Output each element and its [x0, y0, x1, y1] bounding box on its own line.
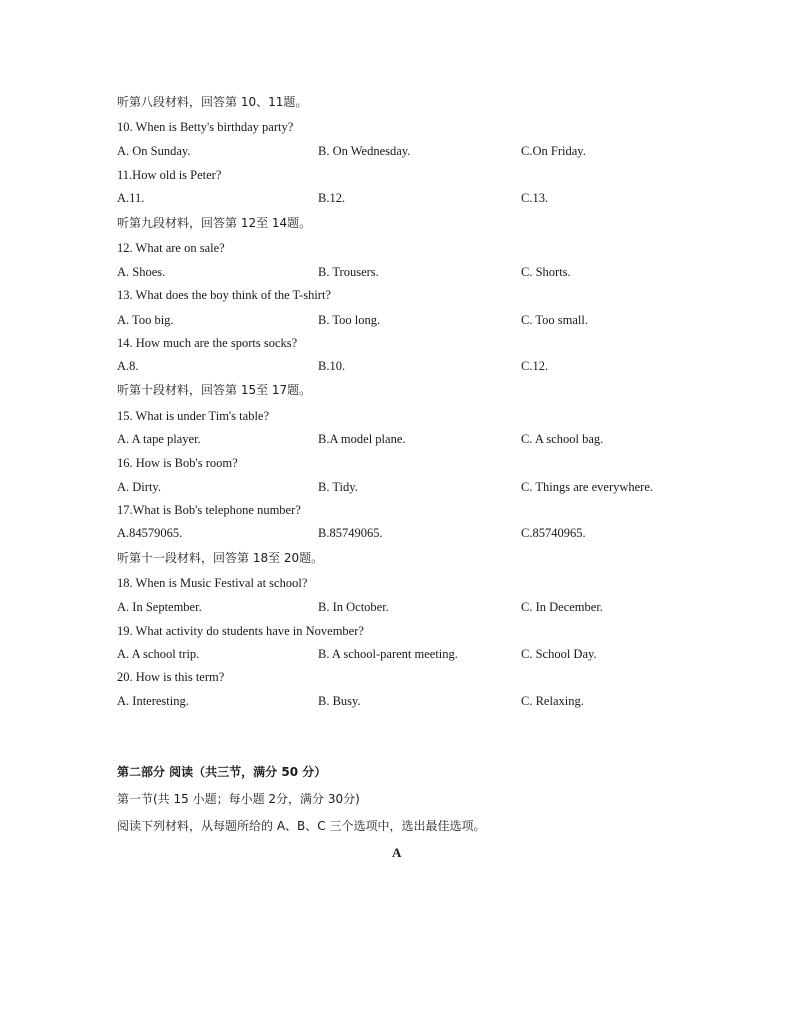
q20-option-c: C. Relaxing. — [521, 694, 584, 708]
q15-option-a: A. A tape player. — [117, 432, 201, 446]
q12-option-c: C. Shorts. — [521, 265, 571, 279]
q17-option-c: C.85740965. — [521, 526, 586, 540]
q18-option-a: A. In September. — [117, 600, 202, 614]
question-11: 11.How old is Peter? — [117, 168, 222, 182]
section-9-instruction: 听第九段材料，回答第 12至 14题。 — [117, 216, 312, 230]
q16-option-c: C. Things are everywhere. — [521, 480, 654, 494]
question-20: 20. How is this term? — [117, 670, 225, 684]
q14-option-c: C.12. — [521, 359, 549, 373]
q12-option-b: B. Trousers. — [318, 265, 379, 279]
part-2-instruction: 阅读下列材料，从每题所给的 A、B、C 三个选项中，选出最佳选项。 — [117, 819, 486, 833]
q18-option-c: C. In December. — [521, 600, 603, 614]
q13-option-c: C. Too small. — [521, 313, 588, 327]
q18-option-b: B. In October. — [318, 600, 389, 614]
q20-option-b: B. Busy. — [318, 694, 361, 708]
q17-option-a: A.84579065. — [117, 526, 183, 540]
q11-option-a: A.11. — [117, 191, 145, 205]
question-18: 18. When is Music Festival at school? — [117, 576, 308, 590]
q13-option-a: A. Too big. — [117, 313, 174, 327]
q19-option-a: A. A school trip. — [117, 647, 200, 661]
q14-option-a: A.8. — [117, 359, 139, 373]
part-2-section-1: 第一节(共 15 小题；每小题 2分，满分 30分) — [117, 792, 360, 806]
q15-option-b: B.A model plane. — [318, 432, 406, 446]
section-10-instruction: 听第十段材料，回答第 15至 17题。 — [117, 383, 312, 397]
q11-option-b: B.12. — [318, 191, 346, 205]
part-2-heading: 第二部分 阅读（共三节，满分 50 分） — [117, 765, 327, 779]
q19-option-b: B. A school-parent meeting. — [318, 647, 458, 661]
q10-option-b: B. On Wednesday. — [318, 144, 411, 158]
q17-option-b: B.85749065. — [318, 526, 383, 540]
section-8-instruction: 听第八段材料，回答第 10、11题。 — [117, 95, 308, 109]
q15-option-c: C. A school bag. — [521, 432, 604, 446]
q10-option-a: A. On Sunday. — [117, 144, 191, 158]
q14-option-b: B.10. — [318, 359, 346, 373]
question-17: 17.What is Bob's telephone number? — [117, 503, 301, 517]
question-19: 19. What activity do students have in November? — [117, 624, 364, 638]
question-14: 14. How much are the sports socks? — [117, 336, 298, 350]
q11-option-c: C.13. — [521, 191, 549, 205]
q10-option-c: C.On Friday. — [521, 144, 586, 158]
section-11-instruction: 听第十一段材料，回答第 18至 20题。 — [117, 551, 324, 565]
question-15: 15. What is under Tim's table? — [117, 409, 270, 423]
q20-option-a: A. Interesting. — [117, 694, 189, 708]
q16-option-b: B. Tidy. — [318, 480, 358, 494]
q12-option-a: A. Shoes. — [117, 265, 166, 279]
question-12: 12. What are on sale? — [117, 241, 225, 255]
question-13: 13. What does the boy think of the T-shirt? — [117, 288, 331, 302]
question-16: 16. How is Bob's room? — [117, 456, 238, 470]
q16-option-a: A. Dirty. — [117, 480, 161, 494]
passage-label: A — [392, 845, 402, 860]
q13-option-b: B. Too long. — [318, 313, 381, 327]
question-10: 10. When is Betty's birthday party? — [117, 120, 294, 134]
q19-option-c: C. School Day. — [521, 647, 597, 661]
